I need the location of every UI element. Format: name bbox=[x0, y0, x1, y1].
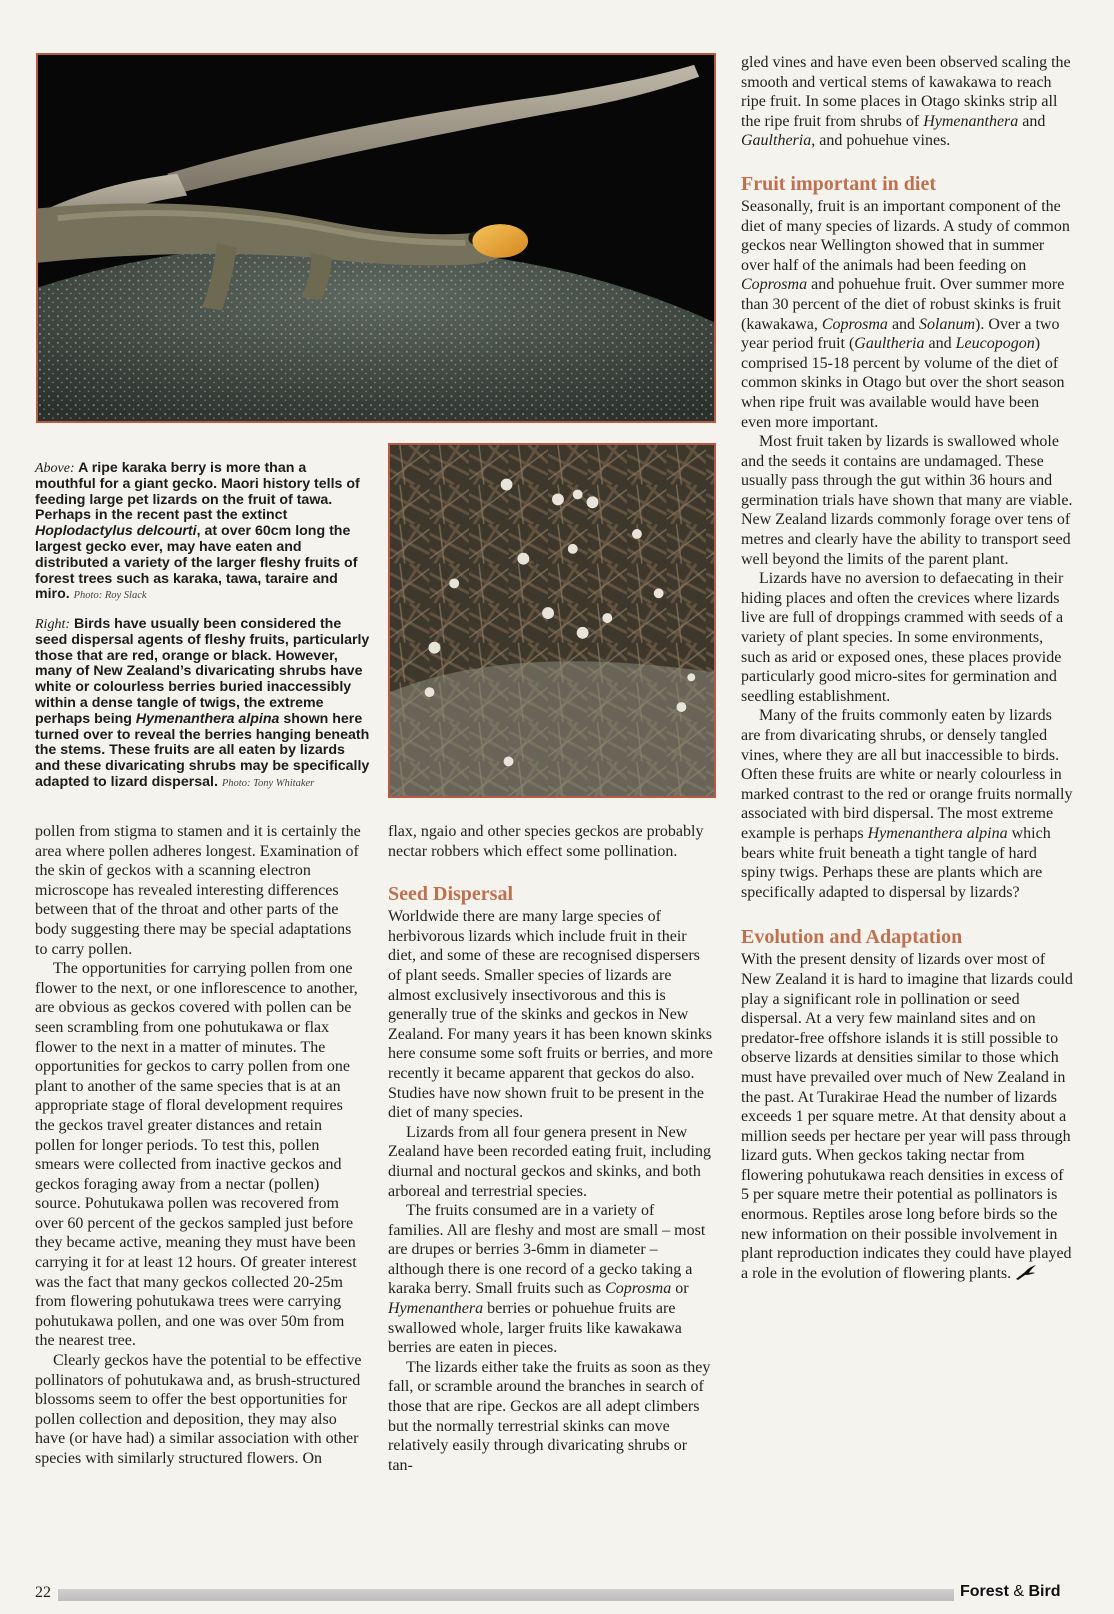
species-name: Gaultheria bbox=[854, 335, 925, 353]
magazine-title-part: Forest bbox=[960, 1583, 1009, 1600]
shrub-illustration bbox=[390, 445, 714, 796]
section-heading: Evolution and Adaptation bbox=[741, 926, 963, 949]
text: and bbox=[891, 315, 916, 333]
caption-lead: Right: bbox=[35, 617, 70, 632]
bird-end-mark-icon bbox=[1015, 1264, 1037, 1280]
text: , and pohuehue vines. bbox=[811, 132, 951, 150]
paragraph: Clearly geckos have the potential to be effective pollinators of pohutukawa and, as brush-structured blossoms seem to offer the best opportunities for pollen collection and deposition, they may also have (or have had) a similar association with other species with similarly structured flowers. On bbox=[35, 1352, 362, 1467]
text: With the present density of lizards over most of New Zealand it is hard to imagine that lizards could play a significant role in pollination or seed dispersal. At a very few mainland sites and on predator-free offshore islands it is still possible to observe lizards at densities similar to those which must have prevailed over much of New Zealand in the past. At Turakirae Head the number of lizards exceeds 1 per square metre. At that density about a million seeds per hectare per year will pass through lizard guts. When geckos taking nectar from flowering pohutukawa reach densities in excess of 5 per square metre their potential as pollinators is enormous. Reptiles arose long before birds so the new information on their possible involvement in plant reproduction indicates they could have played a role in the evolution of flowering plants. bbox=[741, 951, 1073, 1282]
caption-text: shown here turned over to reveal the berries hanging beneath the stems. These fruits are all eaten by lizards and these divaricating shrubs may be specifically adapted to lizard dispersal. bbox=[35, 710, 370, 790]
paragraph: Worldwide there are many large species of herbivorous lizards which include fruit in their diet, and some of these are recognised dispersers of plant seeds. Smaller species of lizards are almost exclusively insectivorous and this is generally true of the skinks and geckos in New Zealand. For many years it has been known skinks here consume some soft fruits or berries, and more recently it became apparent that geckos do also. Studies have now shown fruit to be present in the diet of many species. bbox=[388, 908, 713, 1122]
species-name: Coprosma bbox=[821, 315, 888, 333]
paragraph bbox=[741, 197, 1073, 432]
text: gled vines and have even been observed scaling the smooth and vertical stems of kawakawa to reach ripe fruit. In some places in Otago skinks strip all the ripe fruit from shrubs of bbox=[741, 54, 1071, 130]
paragraph: Lizards have no aversion to defaecating in their hiding places and often the crevices where lizards live are full of droppings crammed with seeds of a variety of plant species. In some environments, such as arid or exposed ones, these places provide particularly good micro-sites for germination and seedling establishment. bbox=[741, 570, 1064, 705]
text: or bbox=[675, 1280, 689, 1298]
paragraph: flax, ngaio and other species geckos are probably nectar robbers which effect some pollination. bbox=[388, 823, 704, 860]
text: which bears white fruit beneath a tight tangle of hard spiny twigs. Perhaps these are plants which are specifically adapted to dispersal by lizards? bbox=[741, 824, 1051, 901]
text: and bbox=[928, 335, 952, 353]
caption-above bbox=[35, 461, 370, 604]
text: ) comprised 15-18 percent by volume of the diet of common skinks in Otago but over the short season when ripe fruit was available would have been even more important. bbox=[741, 335, 1065, 431]
caption-species: Hoplodactylus delcourti bbox=[35, 523, 197, 540]
text: berries or pohuehue fruits are swallowed whole, larger fruits like kawakawa berries are eaten in pieces. bbox=[388, 1300, 682, 1357]
paragraph: Lizards from all four genera present in New Zealand have been recorded eating fruit, including diurnal and noctural geckos and skinks, and both arboreal and terrestrial species. bbox=[388, 1123, 711, 1200]
gecko-photo bbox=[36, 53, 716, 423]
caption-right bbox=[35, 617, 370, 792]
caption-text: Birds have usually been considered the seed dispersal agents of fleshy fruits, particularly those that are red, orange or black. However, many of New Zealand’s divaricating shrubs have white or colourless berries buried inaccessibly within a dense tangle of twigs, the extreme perhaps being bbox=[35, 616, 370, 727]
caption-lead: Above: bbox=[35, 461, 75, 476]
species-name: Gaultheria bbox=[741, 132, 812, 150]
species-name: Hymenanthera alpina bbox=[867, 824, 1008, 842]
magazine-title-ampersand: & bbox=[1013, 1583, 1025, 1600]
paragraph: pollen from stigma to stamen and it is certainly the area where pollen adheres longest. Examination of the skin of geckos with a scanning electron microscope has revealed interesting differences between that of the throat and other parts of the body suggesting there may be special adaptations to carry pollen. bbox=[35, 823, 361, 958]
species-name: Solanum bbox=[919, 315, 976, 333]
caption-text: , at over 60cm long the largest gecko ever, may have eaten and distributed a variety of the larger fleshy fruits of forest trees such as karaka, tawa, taraire and miro. bbox=[35, 523, 358, 603]
article-column-middle bbox=[388, 822, 713, 1475]
paragraph: The opportunities for carrying pollen from one flower to the next, or one inflorescence to another, are obvious as geckos covered with pollen can be seen scrambling from one pohutukawa or flax flower to the next in a matter of minutes. The opportunities for geckos to carry pollen from one plant to another of the same species that is at an appropriate stage of floral development requires the geckos travel greater distances and retain pollen for longer periods. To test this, pollen smears were collected from inactive geckos and geckos foraging away from a nectar (pollen) source. Pohutukawa pollen was recovered from over 60 percent of the geckos sampled just before they became active, meaning they must have been carrying it for at least 12 hours. Of greater interest was the fact that many geckos collected 20-25m from flowering pohutukawa trees were carrying pohutukawa pollen, and one was over 50m from the nearest tree. bbox=[35, 960, 358, 1350]
species-name: Leucopogon bbox=[955, 335, 1035, 353]
section-heading: Seed Dispersal bbox=[388, 883, 513, 906]
species-name: Hymenanthera bbox=[388, 1300, 484, 1318]
caption-species: Hymenanthera alpina bbox=[135, 710, 280, 727]
photo-credit: Photo: Tony Whitaker bbox=[221, 777, 315, 789]
text: Seasonally, fruit is an important component of the diet of many species of lizards. A study of common geckos near Wellington showed that in summer over half of the animals had been feeding on bbox=[741, 197, 1070, 274]
paragraph bbox=[741, 706, 1073, 902]
section-heading: Fruit important in diet bbox=[741, 172, 936, 195]
article-column-left bbox=[35, 822, 365, 1469]
text: and pohuehue fruit. Over summer more than 30 percent of the diet of robust skinks is fruit (kawakawa, bbox=[741, 276, 1065, 333]
paragraph bbox=[741, 950, 1073, 1283]
species-name: Coprosma bbox=[605, 1280, 672, 1298]
article-column-right bbox=[741, 53, 1073, 1283]
caption-text: A ripe karaka berry is more than a mouthful for a giant gecko. Maori history tells of feeding large pet lizards on the fruit of tawa. Perhaps in the recent past the extinct bbox=[35, 460, 360, 524]
species-name: Coprosma bbox=[741, 276, 808, 294]
text: The fruits consumed are in a variety of families. All are fleshy and most are small – most are drupes or berries 3-6mm in diameter – although there is one record of a gecko taking a karaka berry. Small fruits such as bbox=[388, 1202, 706, 1298]
photo-credit: Photo: Roy Slack bbox=[73, 590, 147, 602]
magazine-title-part: Bird bbox=[1028, 1583, 1061, 1600]
footer-rule bbox=[58, 1589, 954, 1601]
paragraph: Most fruit taken by lizards is swallowed whole and the seeds it contains are undamaged. These usually pass through the gut within 36 hours and germination trials have shown that many are viable. New Zealand lizards commonly forage over tens of metres and clearly have the ability to transport seed well beyond the limits of the parent plant. bbox=[741, 433, 1073, 568]
paragraph: The lizards either take the fruits as soon as they fall, or scramble around the branches in search of those that are ripe. Geckos are all adept climbers but the normally terrestrial skinks can move relatively easily through divaricating shrubs or tan- bbox=[388, 1358, 711, 1474]
shrub-photo bbox=[388, 443, 716, 798]
text: ). Over a two year period fruit ( bbox=[741, 315, 1060, 353]
paragraph bbox=[741, 53, 1073, 151]
page-number: 22 bbox=[35, 1584, 51, 1601]
magazine-title bbox=[960, 1583, 1060, 1601]
paragraph bbox=[388, 1201, 713, 1358]
gecko-illustration bbox=[38, 55, 714, 421]
species-name: Hymenanthera bbox=[923, 112, 1019, 130]
text: Many of the fruits commonly eaten by lizards are from divaricating shrubs, or densely tangled vines, where they are all but inaccessible to birds. Often these fruits are white or nearly colourless in marked contrast to the red or orange fruits normally associated with bird dispersal. The most extreme example is perhaps bbox=[741, 707, 1073, 842]
text: and bbox=[1022, 112, 1046, 130]
